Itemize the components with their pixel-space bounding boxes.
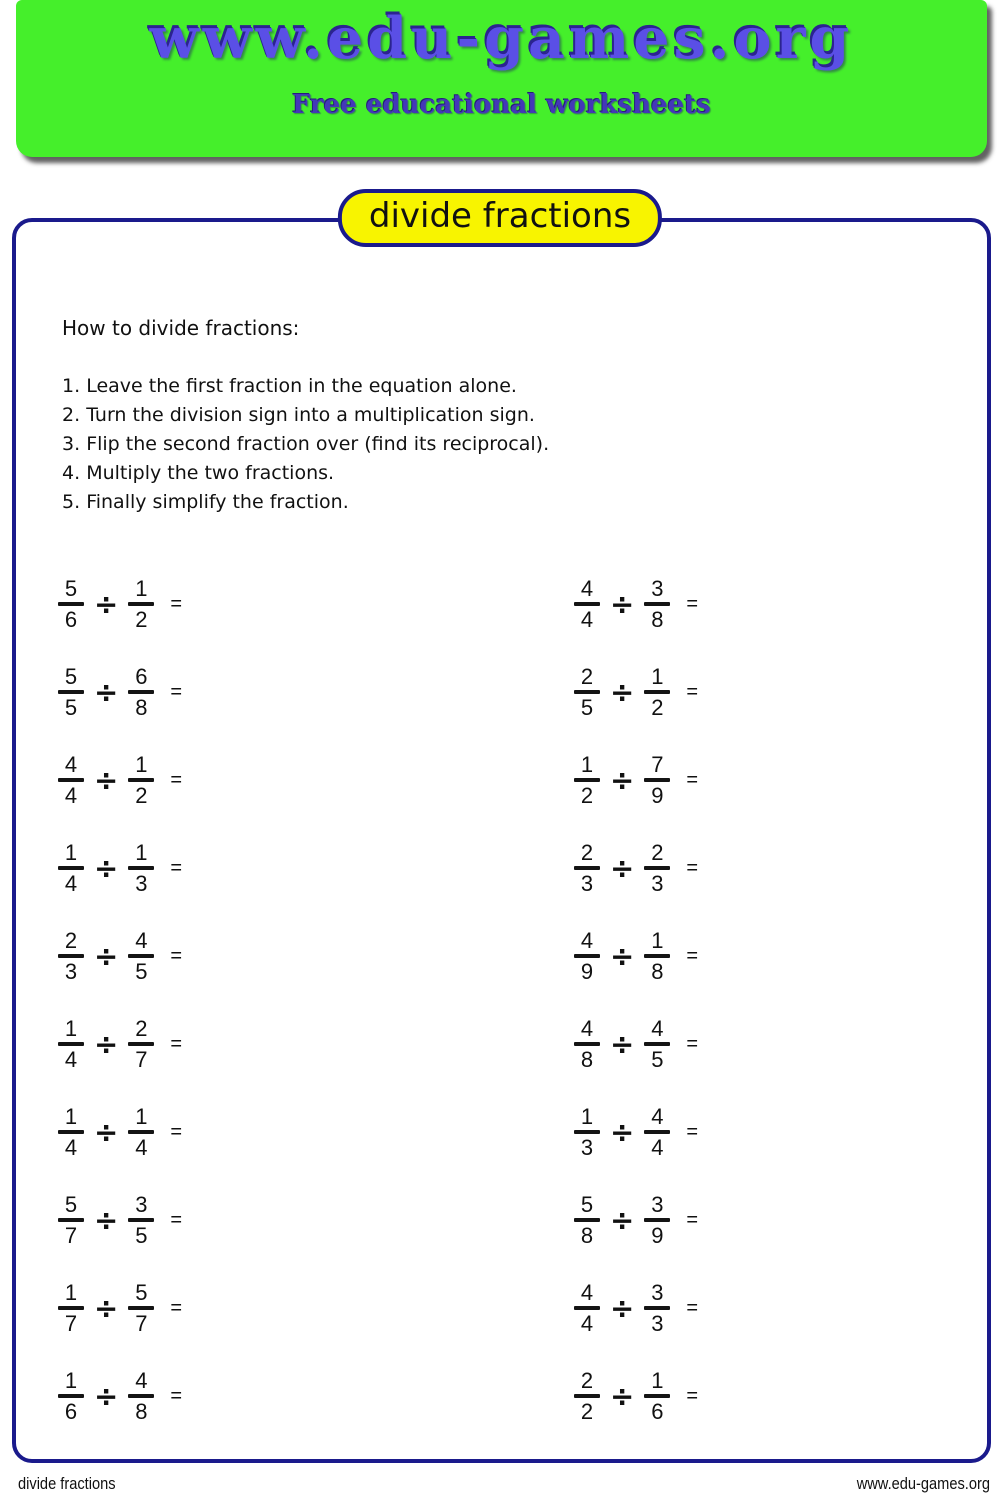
problem-row [12, 1176, 499, 1264]
site-tagline: Free educational worksheets [292, 90, 711, 120]
denominator: 8 [651, 607, 664, 632]
problem-row [12, 912, 499, 1000]
fraction-bar [128, 1130, 154, 1134]
numerator: 4 [580, 1016, 594, 1041]
worksheet-title-badge: divide fractions [338, 189, 662, 247]
numerator: 1 [135, 840, 148, 865]
denominator: 4 [64, 783, 78, 808]
problem-row [499, 1176, 987, 1264]
denominator: 8 [580, 1047, 594, 1072]
fraction-first [574, 1192, 600, 1248]
equals-sign: = [170, 769, 182, 791]
denominator: 4 [580, 607, 594, 632]
numerator: 6 [135, 664, 148, 689]
fraction-second [644, 1280, 670, 1336]
fraction-bar [644, 1218, 670, 1222]
denominator: 6 [651, 1399, 664, 1424]
problems-grid [12, 560, 987, 1440]
fraction-first [574, 1368, 600, 1424]
numerator: 3 [135, 1192, 148, 1217]
problem-row [499, 1264, 987, 1352]
fraction-first [574, 1016, 600, 1072]
divide-sign: ÷ [610, 1026, 635, 1061]
equals-sign: = [686, 1121, 698, 1143]
problem-row [499, 912, 987, 1000]
fraction-first [58, 1104, 84, 1160]
problem-row [12, 1352, 499, 1440]
numerator: 5 [135, 1280, 148, 1305]
denominator: 7 [135, 1311, 148, 1336]
denominator: 4 [64, 871, 78, 896]
problems-column-right [499, 560, 987, 1440]
fraction-bar [58, 1218, 84, 1222]
problem-row [12, 736, 499, 824]
divide-sign: ÷ [610, 586, 635, 621]
denominator: 4 [651, 1135, 664, 1160]
fraction-second [644, 1368, 670, 1424]
fraction-bar [128, 1042, 154, 1046]
numerator: 4 [135, 1368, 148, 1393]
fraction-second [128, 1192, 154, 1248]
fraction-second [128, 1368, 154, 1424]
equals-sign: = [170, 681, 182, 703]
denominator: 4 [64, 1047, 78, 1072]
denominator: 9 [651, 783, 664, 808]
footer-worksheet-name: divide fractions [18, 1474, 116, 1493]
numerator: 2 [580, 664, 594, 689]
fraction-bar [644, 1394, 670, 1398]
divide-sign: ÷ [94, 586, 119, 621]
denominator: 8 [135, 695, 148, 720]
numerator: 4 [580, 928, 594, 953]
fraction-bar [58, 1306, 84, 1310]
denominator: 9 [651, 1223, 664, 1248]
problem-row [499, 1000, 987, 1088]
denominator: 4 [135, 1135, 148, 1160]
equals-sign: = [170, 1209, 182, 1231]
fraction-second [644, 928, 670, 984]
fraction-second [128, 928, 154, 984]
fraction-first [574, 840, 600, 896]
fraction-bar [644, 1042, 670, 1046]
instruction-step: Leave the first fraction in the equation alone. [86, 375, 517, 397]
numerator: 3 [651, 1280, 664, 1305]
site-title: www.edu-games.org [149, 5, 854, 72]
fraction-first [574, 1104, 600, 1160]
fraction-bar [128, 1218, 154, 1222]
fraction-bar [574, 778, 600, 782]
numerator: 2 [580, 840, 594, 865]
equals-sign: = [686, 945, 698, 967]
equals-sign: = [686, 593, 698, 615]
fraction-second [644, 1192, 670, 1248]
instruction-step: Turn the division sign into a multiplication sign. [86, 404, 535, 426]
problem-row [499, 1352, 987, 1440]
instruction-step: Flip the second fraction over (find its reciprocal). [86, 433, 550, 455]
numerator: 4 [135, 928, 148, 953]
fraction-second [128, 840, 154, 896]
fraction-second [128, 664, 154, 720]
denominator: 2 [135, 607, 148, 632]
fraction-first [58, 664, 84, 720]
denominator: 7 [64, 1223, 78, 1248]
denominator: 5 [64, 695, 78, 720]
divide-sign: ÷ [94, 674, 119, 709]
problem-row [499, 560, 987, 648]
fraction-bar [574, 866, 600, 870]
fraction-bar [644, 602, 670, 606]
denominator: 4 [580, 1311, 594, 1336]
fraction-bar [574, 690, 600, 694]
numerator: 1 [135, 576, 148, 601]
denominator: 3 [64, 959, 78, 984]
fraction-second [644, 1016, 670, 1072]
fraction-first [574, 928, 600, 984]
equals-sign: = [170, 945, 182, 967]
denominator: 8 [651, 959, 664, 984]
fraction-bar [574, 1218, 600, 1222]
numerator: 1 [64, 1016, 78, 1041]
numerator: 5 [64, 664, 78, 689]
equals-sign: = [170, 593, 182, 615]
fraction-bar [58, 954, 84, 958]
divide-sign: ÷ [94, 938, 119, 973]
fraction-bar [644, 778, 670, 782]
instructions-heading: How to divide fractions: [62, 316, 300, 340]
fraction-first [58, 1192, 84, 1248]
fraction-first [574, 1280, 600, 1336]
problems-column-left [12, 560, 499, 1440]
fraction-first [58, 840, 84, 896]
equals-sign: = [170, 1297, 182, 1319]
header-banner [16, 0, 987, 157]
numerator: 1 [580, 1104, 594, 1129]
fraction-bar [644, 954, 670, 958]
problem-row [12, 1088, 499, 1176]
fraction-bar [128, 954, 154, 958]
denominator: 5 [135, 959, 148, 984]
fraction-bar [574, 1306, 600, 1310]
divide-sign: ÷ [610, 938, 635, 973]
equals-sign: = [686, 1297, 698, 1319]
numerator: 1 [135, 752, 148, 777]
equals-sign: = [170, 1033, 182, 1055]
divide-sign: ÷ [610, 1202, 635, 1237]
divide-sign: ÷ [94, 850, 119, 885]
fraction-bar [58, 602, 84, 606]
instructions [62, 316, 549, 517]
problem-row [499, 648, 987, 736]
denominator: 6 [64, 607, 78, 632]
fraction-bar [574, 1394, 600, 1398]
fraction-bar [574, 602, 600, 606]
denominator: 5 [651, 1047, 664, 1072]
fraction-first [574, 664, 600, 720]
fraction-bar [58, 1394, 84, 1398]
divide-sign: ÷ [610, 762, 635, 797]
fraction-bar [58, 866, 84, 870]
numerator: 2 [135, 1016, 148, 1041]
fraction-bar [58, 1130, 84, 1134]
fraction-bar [644, 1130, 670, 1134]
numerator: 4 [64, 752, 78, 777]
numerator: 5 [580, 1192, 594, 1217]
fraction-bar [58, 778, 84, 782]
footer-site-url: www.edu-games.org [856, 1474, 990, 1493]
numerator: 2 [580, 1368, 594, 1393]
problem-row [12, 648, 499, 736]
equals-sign: = [686, 681, 698, 703]
fraction-bar [128, 1306, 154, 1310]
numerator: 5 [64, 1192, 78, 1217]
fraction-bar [128, 866, 154, 870]
numerator: 3 [651, 1192, 664, 1217]
fraction-bar [644, 866, 670, 870]
equals-sign: = [686, 769, 698, 791]
fraction-second [644, 576, 670, 632]
denominator: 2 [580, 1399, 594, 1424]
instruction-step: Finally simplify the fraction. [86, 491, 349, 513]
divide-sign: ÷ [610, 850, 635, 885]
numerator: 4 [580, 1280, 594, 1305]
numerator: 1 [64, 840, 78, 865]
denominator: 5 [580, 695, 594, 720]
numerator: 2 [64, 928, 78, 953]
problem-row [12, 1264, 499, 1352]
denominator: 6 [64, 1399, 78, 1424]
problem-row [499, 736, 987, 824]
fraction-second [644, 840, 670, 896]
fraction-first [58, 752, 84, 808]
problem-row [499, 824, 987, 912]
divide-sign: ÷ [610, 1378, 635, 1413]
fraction-bar [644, 690, 670, 694]
problem-row [12, 1000, 499, 1088]
denominator: 2 [651, 695, 664, 720]
numerator: 4 [580, 576, 594, 601]
problem-row [499, 1088, 987, 1176]
fraction-second [128, 1280, 154, 1336]
fraction-first [58, 576, 84, 632]
fraction-bar [58, 690, 84, 694]
denominator: 3 [580, 871, 594, 896]
problem-row [12, 560, 499, 648]
numerator: 3 [651, 576, 664, 601]
numerator: 1 [64, 1368, 78, 1393]
fraction-second [128, 752, 154, 808]
divide-sign: ÷ [610, 674, 635, 709]
fraction-bar [644, 1306, 670, 1310]
equals-sign: = [170, 1121, 182, 1143]
divide-sign: ÷ [94, 1378, 119, 1413]
fraction-bar [128, 690, 154, 694]
denominator: 9 [580, 959, 594, 984]
numerator: 4 [651, 1104, 664, 1129]
denominator: 3 [580, 1135, 594, 1160]
fraction-bar [574, 954, 600, 958]
divide-sign: ÷ [94, 1114, 119, 1149]
divide-sign: ÷ [94, 1202, 119, 1237]
denominator: 7 [135, 1047, 148, 1072]
fraction-first [58, 1016, 84, 1072]
fraction-first [58, 1368, 84, 1424]
divide-sign: ÷ [610, 1290, 635, 1325]
equals-sign: = [686, 1033, 698, 1055]
denominator: 3 [135, 871, 148, 896]
numerator: 1 [64, 1280, 78, 1305]
fraction-second [644, 664, 670, 720]
numerator: 1 [64, 1104, 78, 1129]
fraction-bar [128, 778, 154, 782]
denominator: 8 [580, 1223, 594, 1248]
problem-row [12, 824, 499, 912]
numerator: 2 [651, 840, 664, 865]
numerator: 1 [580, 752, 594, 777]
fraction-second [128, 1104, 154, 1160]
fraction-first [574, 576, 600, 632]
numerator: 1 [651, 928, 664, 953]
equals-sign: = [170, 857, 182, 879]
fraction-first [58, 928, 84, 984]
denominator: 3 [651, 1311, 664, 1336]
denominator: 7 [64, 1311, 78, 1336]
denominator: 4 [64, 1135, 78, 1160]
fraction-bar [574, 1130, 600, 1134]
denominator: 2 [135, 783, 148, 808]
fraction-first [58, 1280, 84, 1336]
denominator: 3 [651, 871, 664, 896]
fraction-second [128, 1016, 154, 1072]
denominator: 2 [580, 783, 594, 808]
fraction-bar [128, 1394, 154, 1398]
fraction-bar [58, 1042, 84, 1046]
numerator: 1 [651, 1368, 664, 1393]
fraction-bar [128, 602, 154, 606]
numerator: 7 [651, 752, 664, 777]
divide-sign: ÷ [610, 1114, 635, 1149]
instruction-steps [62, 372, 549, 517]
equals-sign: = [686, 1385, 698, 1407]
denominator: 5 [135, 1223, 148, 1248]
fraction-second [128, 576, 154, 632]
divide-sign: ÷ [94, 762, 119, 797]
fraction-second [644, 1104, 670, 1160]
divide-sign: ÷ [94, 1290, 119, 1325]
instruction-step: Multiply the two fractions. [86, 462, 335, 484]
equals-sign: = [170, 1385, 182, 1407]
fraction-second [644, 752, 670, 808]
numerator: 4 [651, 1016, 664, 1041]
denominator: 8 [135, 1399, 148, 1424]
equals-sign: = [686, 1209, 698, 1231]
divide-sign: ÷ [94, 1026, 119, 1061]
fraction-first [574, 752, 600, 808]
numerator: 1 [651, 664, 664, 689]
fraction-bar [574, 1042, 600, 1046]
numerator: 5 [64, 576, 78, 601]
equals-sign: = [686, 857, 698, 879]
numerator: 1 [135, 1104, 148, 1129]
